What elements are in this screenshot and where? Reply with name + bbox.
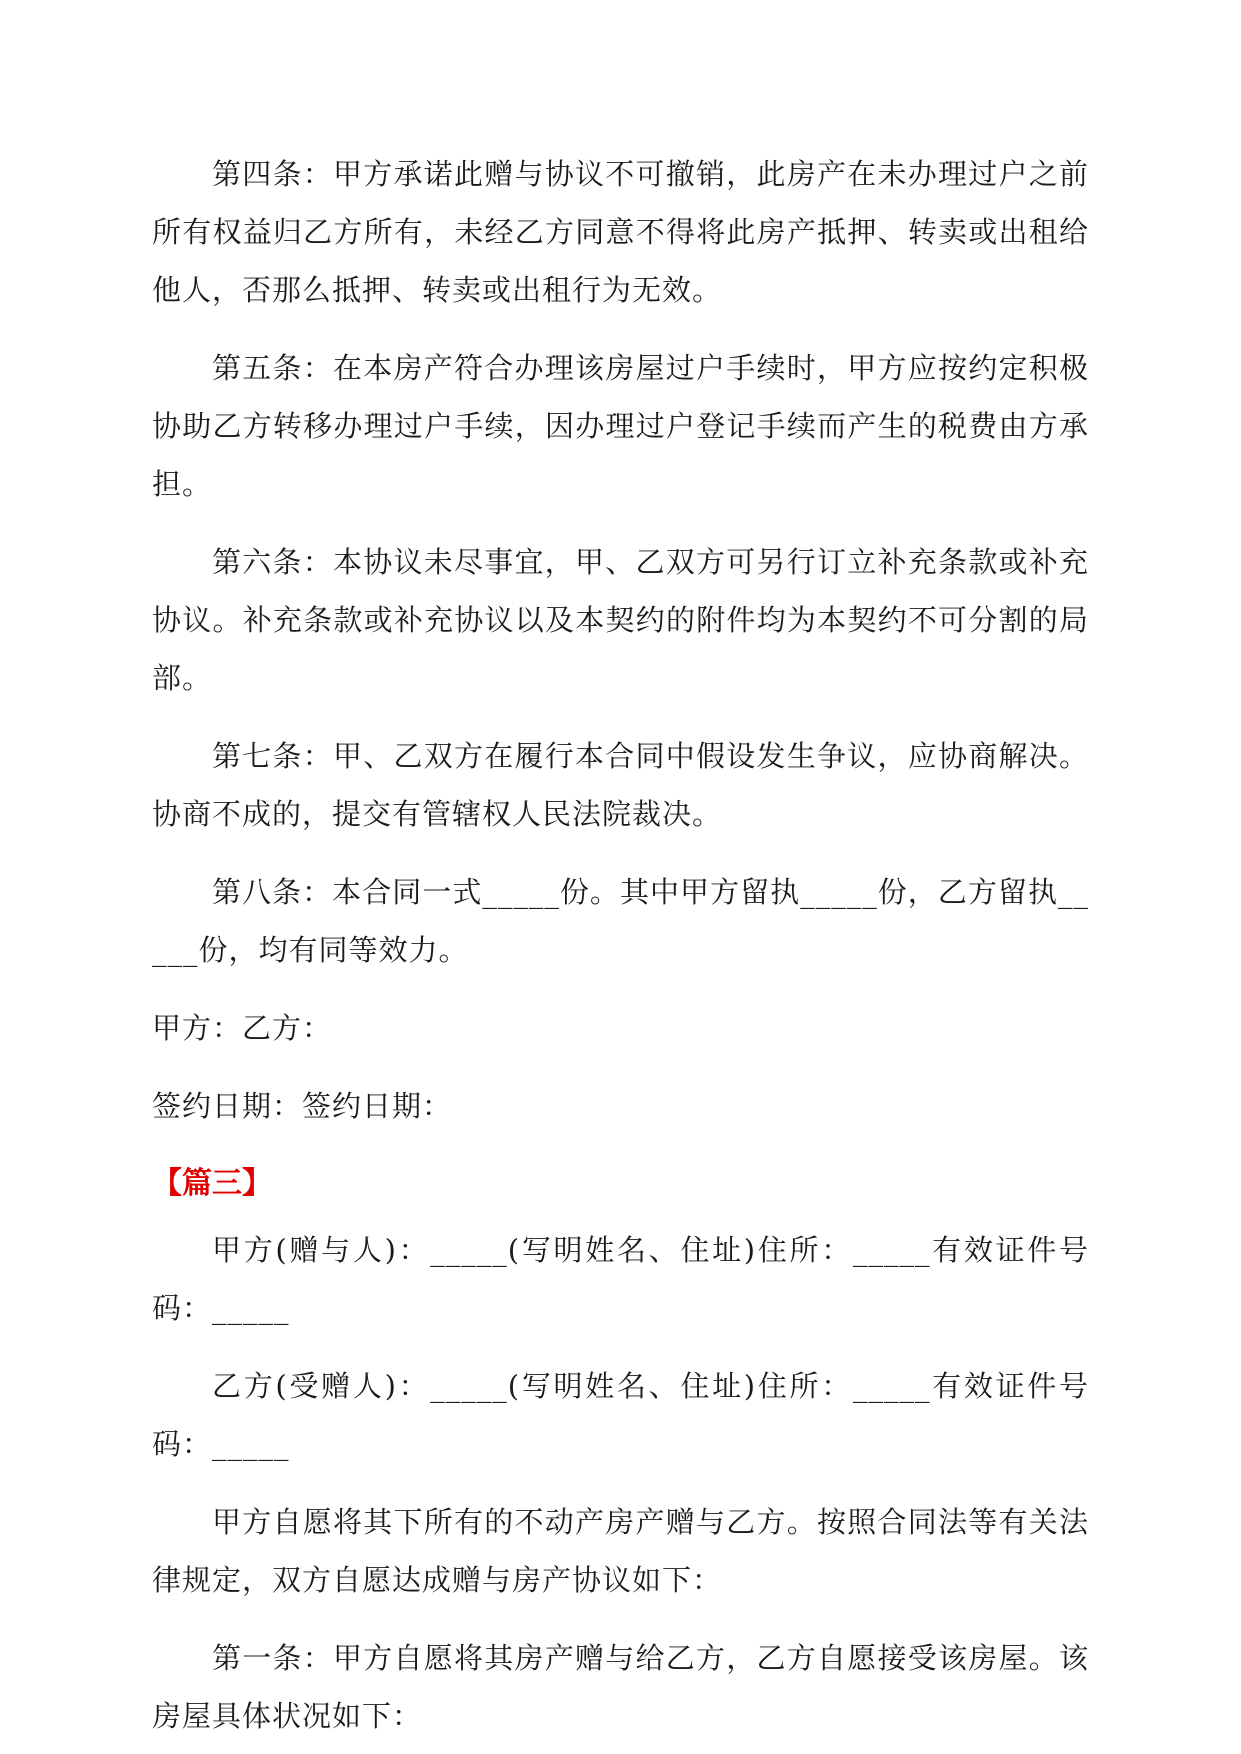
party-a-info: 甲方(赠与人)：_____(写明姓名、住址)住所：_____有效证件号码：_____ xyxy=(152,1233,1089,1325)
party-b-info: 乙方(受赠人)：_____(写明姓名、住址)住所：_____有效证件号码：_____ xyxy=(152,1369,1089,1461)
article-5: 第五条：在本房产符合办理该房屋过户手续时，甲方应按约定积极协助乙方转移办理过户手续，因办理过户登记手续而产生的税费由方承担。 xyxy=(152,351,1089,501)
article-8: 第八条：本合同一式_____份。其中甲方留执_____份，乙方留执_____份，均有同等效力。 xyxy=(152,875,1089,967)
section-heading: 【篇三】 xyxy=(152,1166,272,1201)
sign-dates-line: 签约日期：签约日期： xyxy=(152,1089,453,1123)
intro-paragraph: 甲方自愿将其下所有的不动产房产赠与乙方。按照合同法等有关法律规定，双方自愿达成赠与房产协议如下： xyxy=(152,1505,1089,1597)
article-7: 第七条：甲、乙双方在履行本合同中假设发生争议，应协商解决。协商不成的，提交有管辖权人民法院裁决。 xyxy=(152,739,1089,831)
article-6: 第六条：本协议未尽事宜，甲、乙双方可另行订立补充条款或补充协议。补充条款或补充协议以及本契约的附件均为本契约不可分割的局部。 xyxy=(152,545,1089,695)
article-1: 第一条：甲方自愿将其房产赠与给乙方，乙方自愿接受该房屋。该房屋具体状况如下： xyxy=(152,1641,1089,1733)
article-4: 第四条：甲方承诺此赠与协议不可撤销，此房产在未办理过户之前所有权益归乙方所有，未经乙方同意不得将此房产抵押、转卖或出租给他人，否那么抵押、转卖或出租行为无效。 xyxy=(152,157,1089,307)
parties-line: 甲方：乙方： xyxy=(152,1011,333,1045)
